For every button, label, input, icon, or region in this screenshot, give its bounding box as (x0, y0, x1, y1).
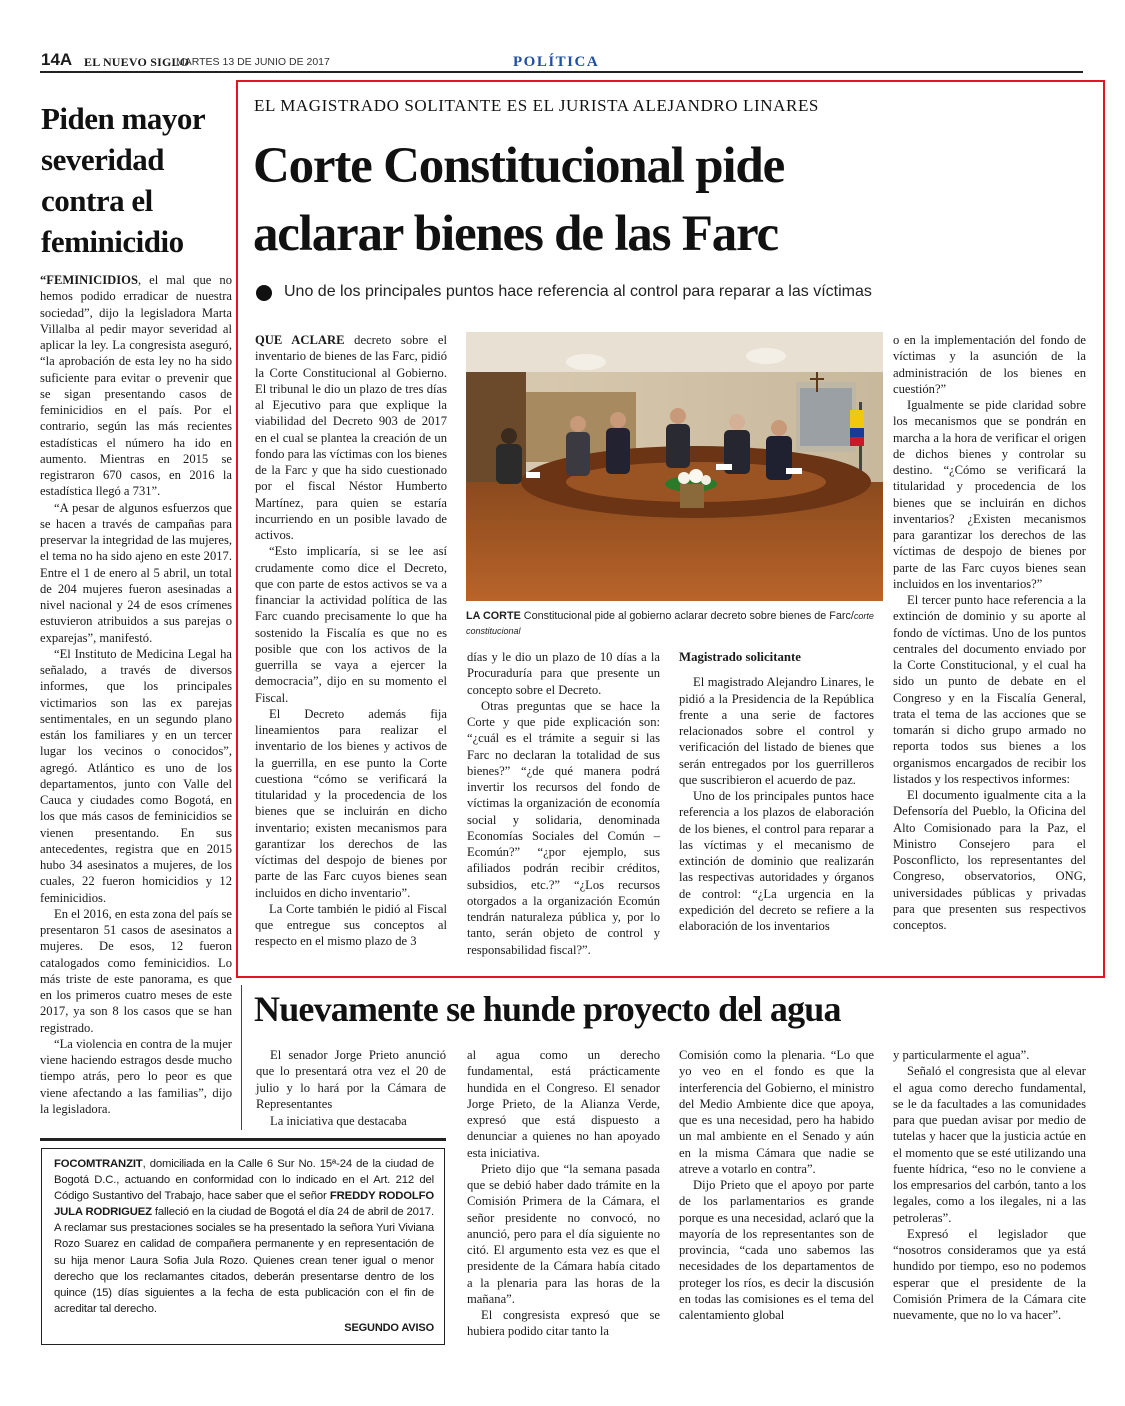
section-label: POLÍTICA (513, 54, 600, 70)
article-paragraph: El documento igualmente cita a la Defensoría del Pueblo, la Oficina del Alto Comisionado para la Paz, el Ministro Consejero para el Posconflicto, los representantes del Congreso, observatorios, ONG, universidades públicas y privadas para que presenten sus respectivos conceptos. (893, 788, 1086, 932)
article-subhead: Magistrado solicitante (679, 650, 801, 664)
second-article-paragraph: La iniciativa que destacaba (270, 1114, 407, 1128)
court-photo-image (466, 332, 883, 601)
article-column-2 (467, 649, 660, 958)
article-paragraph: Igualmente se pide claridad sobre los mecanismos que se pondrán en marcha a la hora de verificar el origen de dichos bienes y controlar su destino. “¿Cómo se verificará la titularidad y procedencia de los bienes que se incluirán en dichos inventarios? ¿Existen mecanismos para garantizar los derechos de las víctimas de despojo de bienes por parte de las Farc cuyos bienes sean incluidos en los inventarios?” (893, 398, 1086, 591)
sidebar-headline-line: feminicidio (41, 224, 184, 259)
second-article-deck: El senador Jorge Prieto anunció que lo presentará otra vez el 20 de julio y lo hará por la Cámara de Representantes (256, 1048, 446, 1111)
sidebar-headline-line: severidad (41, 142, 164, 177)
second-article-paragraph: El congresista expresó que se hubiera podido citar tanto la (467, 1308, 660, 1339)
sidebar-headline-line: contra el (41, 183, 153, 218)
court-photo (466, 332, 883, 601)
legal-notice (41, 1148, 445, 1345)
sidebar-headline-line: Piden mayor (41, 101, 206, 136)
article-column-1 (255, 332, 447, 950)
sidebar-paragraph: En el 2016, en esta zona del país se presentaron 51 casos de asesinatos a mujeres. De esos, 12 fueron catalogados como feminicidios. Lo más triste de este panorama, es que en los primeros cuatro meses de este 2017, ya son 8 los casos que se han registrado. (40, 906, 233, 1035)
photo-caption: LA CORTE Constitucional pide al gobierno aclarar decreto sobre bienes de Farc/corte constitucional (466, 610, 874, 636)
sidebar-paragraph: “A pesar de algunos esfuerzos que se hacen a través de campañas para preservar la integridad de las mujeres, el tema no ha sido ajeno en este 2017. Entre el 1 de enero al 5 abril, un total de 204 mujeres fueron asesinadas a nivel nacional y 24 de esos crímenes estuvieron atribuidos a sus parejas o exparejas”, manifestó. (40, 500, 232, 645)
second-article-column-1 (256, 1047, 446, 1129)
article-paragraph: QUE ACLARE decreto sobre el inventario de bienes de las Farc, pidió la Corte Constitucional al Gobierno. El tribunal le dio un plazo de tres días al Ejecutivo para que explique la viabilidad del Decreto 903 de 2017 en el cual se plantea la creación de un fondo para las víctimas con los bienes de la Farc y que ha sido cuestionado por el fiscal Néstor Humberto Martínez, para quien se estaría incurriendo en un posible lavado de activos. (255, 333, 447, 542)
article-paragraph: El tercer punto hace referencia a la extinción de dominio y su aporte al fondo de víctimas. Uno de los puntos centrales del documento enviado por la Corte Constitucional, y el cual ha sido un punto de debate en el Congreso y en la Fiscalía General, trata el tema de las acciones que se tomarán si dicho grupo armado no reporta todos sus bienes a los organismos encargados de recibir los listados y los respectivos informes: (893, 593, 1086, 786)
second-article-paragraph: y particularmente el agua”. (893, 1048, 1030, 1062)
second-article-headline: Nuevamente se hunde proyecto del agua (254, 989, 841, 1029)
second-article-column-2 (467, 1047, 660, 1340)
article-column-3 (679, 649, 874, 934)
article-subheadline: Uno de los principales puntos hace referencia al control para reparar a las víctimas (284, 283, 872, 300)
page-number: 14A (41, 50, 73, 69)
sidebar-lead: “FEMINICIDIOS (40, 273, 138, 287)
sidebar-paragraph: “FEMINICIDIOS, el mal que no hemos podido erradicar de nuestra sociedad”, dijo la legisladora Marta Villalba al pedir mayor severidad al aplicar la ley. La congresista aseguró, “la aprobación de esta ley no ha sido suficiente para evitar o prevenir que se sigan presentando casos de feminicidios en el país. Por el contrario, según las más recientes estadísticas el número ha ido en aumento. Mientras en 2015 se registraron 670 casos, en 2016 la estadística llegó a 731”. (40, 273, 232, 499)
sidebar-paragraph: “El Instituto de Medicina Legal ha señalado, a través de diversos informes, que los principales victimarios son las ex parejas sentimentales, en un segundo plano están los familiares y en un tercer lugar los vecinos o conocidos”, agregó. Atlántico es uno de los departamentos, junto con Valle del Cauca y ciudades como Bogotá, en los que más casos de feminicidios se vienen presentando. En sus antecedentes, registra que en 2015 hubo 34 asesinatos a mujeres, de los cuales, 22 fueron homicidios y 12 feminicidios. (40, 646, 232, 905)
headline-line: aclarar bienes de las Farc (253, 206, 778, 262)
article-column-4 (893, 332, 1086, 933)
second-article-paragraph: Expresó el legislador que “nosotros consideramos que ya está hundido por tiempo, eso no podemos esperar que el presidente de la Comisión Primera de la Cámara cite nuevamente, que no lo va hacer”. (893, 1226, 1086, 1322)
second-article-paragraph: al agua como un derecho fundamental, está prácticamente hundida en el Congreso. El senador Jorge Prieto, de la Alianza Verde, expresó que está dispuesto a denunciar a quienes no han apoyado esta iniciativa. (467, 1048, 660, 1160)
sidebar-divider (241, 985, 242, 1130)
second-article-paragraph: Comisión como la plenaria. “Lo que yo veo en el fondo es que la interferencia del Gobierno, el ministro del Medio Ambiente dice que apoya, que es una necesidad, pero ha habido un mal ambiente en el Senado y aún en la misma Cámara que nadie se atreve a votarlo en contra”. (679, 1048, 874, 1176)
notice-footer: SEGUNDO AVISO (344, 1321, 434, 1334)
headline-line: Corte Constitucional pide (253, 138, 785, 194)
article-paragraph: días y le dio un plazo de 10 días a la Procuraduría para que presente un concepto sobre el Decreto. (467, 650, 660, 697)
article-paragraph: Uno de los principales puntos hace referencia a los plazos de elaboración de los bienes, el control para reparar a las víctimas y el mecanismo de extinción de dominio que realizarán las respectivas autoridades y órganos de control: “¿La urgencia en la expedición del decreto se refiere a la elaboración de los inventarios (679, 789, 874, 933)
caption-lead: LA CORTE (466, 610, 521, 622)
article-paragraph: “Esto implicaría, si se lee así crudamente como dice el Decreto, que con parte de estos activos se va a financiar la actividad política de las Farc cuando precisamente lo que ha sostenido la Fiscalía es que no es posible que con los activos de la guerrilla se vaya a ejercer la democracia”, dijo en su momento el Fiscal. (255, 544, 447, 705)
article-headline (253, 132, 1093, 268)
second-article-column-3 (679, 1047, 874, 1323)
second-article-column-4 (893, 1047, 1086, 1323)
article-lead: QUE ACLARE (255, 333, 345, 347)
issue-date: MARTES 13 DE JUNIO DE 2017 (176, 56, 330, 68)
notice-top-rule (40, 1138, 446, 1141)
subheadline-bullet (256, 285, 272, 301)
article-paragraph: Otras preguntas que se hace la Corte y que pide explicación son: “¿cuál es el trámite a seguir si las Farc no declaran la totalidad de sus bienes?” “¿de qué manera podrá invertir los recursos del fondo de víctimas la organización de economía social y solidaria, denominada Economías Sociales del Común –Ecomún?” “¿por ejemplo, sus afiliados podrán recibir créditos, subsidios, etc.?” “¿Los recursos otorgados a la organización Ecomún tendrán naturaleza pública y, por lo tanto, serán objeto de control y responsabilidad fiscal?”. (467, 698, 660, 957)
sidebar-body (40, 272, 232, 1117)
second-article-paragraph: Dijo Prieto que el apoyo por parte de los parlamentarios es grande porque es una necesidad, aclaró que la mayoría de los representantes son de provincia, “cada uno sabemos las necesidades de los departamentos de proteger los ríos, es decir la discusión en todas las comisiones es el tema del calentamiento global (679, 1178, 874, 1322)
notice-company: FOCOMTRANZIT (54, 1158, 143, 1170)
second-article-paragraph: Prieto dijo que “la semana pasada que se debió haber dado trámite en la Comisión Primera de la Cámara, el señor presidente no convocó, no anunció, pero para el día siguiente no citó. El argumento esta vez es que el presidente de la Cámara había citado a la plenaria para las horas de la mañana”. (467, 1161, 660, 1306)
article-paragraph: o en la implementación del fondo de víctimas y la asunción de la administración de los bienes en cuestión?” (893, 333, 1086, 396)
article-kicker: EL MAGISTRADO SOLITANTE ES EL JURISTA ALEJANDRO LINARES (254, 96, 819, 115)
newspaper-name: EL NUEVO SIGLO (84, 55, 190, 69)
article-paragraph: El magistrado Alejandro Linares, le pidió a la Presidencia de la República frente a una serie de factores relacionados sobre el control y verificación del listado de bienes que serán entregados por los guerrilleros que suscribieron el acuerdo de paz. (679, 675, 874, 787)
article-paragraph: El Decreto además fija lineamientos para realizar el inventario de los bienes y activos de la guerrilla, en ese punto la Corte cuestiona “cómo se verificará la titularidad y la procedencia de los bienes que se incluirán en dicho inventario; existen mecanismos para garantizar los derechos de las víctimas del despojo de bienes por parte de las Farc cuyos bienes sean incluidos en dicho inventario”. (255, 706, 447, 900)
second-article-paragraph: Señaló el congresista que al elevar el agua como derecho fundamental, se le da facultades a las comunidades para que puedan avisar por medio de tutelas y hacer que la justicia actúe en el momento que se esté utilizando una fuente hídrica, “eso no le conviene a los empresarios del carbón, tanto a los legales, como a los ilegales, ni a las petroleras”. (893, 1064, 1086, 1225)
sidebar-headline (41, 98, 236, 262)
photo-credit: corte constitucional (466, 611, 874, 636)
sidebar-paragraph: “La violencia en contra de la mujer viene haciendo estragos desde mucho tiempo atrás, pero lo peor es que viene afectando a las familias”, dijo la legisladora. (40, 1036, 232, 1116)
article-paragraph: La Corte también le pidió al Fiscal que entregue sus conceptos al respecto en el mismo plazo de 3 (255, 901, 447, 949)
header-rule (40, 71, 1083, 73)
notice-body: FOCOMTRANZIT, domiciliada en la Calle 6 Sur No. 15ª-24 de la ciudad de Bogotá D.C., actuando en conformidad con lo indicado en el Art. 212 del Código Sustantivo del Trabajo, hace saber que el señor FREDDY RODOLFO JULA RODRIGUEZ falleció en la ciudad de Bogotá el día 24 de abril de 2017. A reclamar sus prestaciones sociales se ha presentado la señora Yuri Viviana Rozo Suarez en calidad de compañera permanente y en representación de su hija menor Laura Sofia Jula Rozo. Quienes crean tener igual o menor derecho que los reclamantes citados, deberán presentarse dentro de los quince (15) días siguientes a la fecha de esta publicación con el fin de acreditar tal derecho. (54, 1158, 434, 1315)
notice-person: FREDDY RODOLFO JULA RODRIGUEZ (54, 1190, 434, 1219)
